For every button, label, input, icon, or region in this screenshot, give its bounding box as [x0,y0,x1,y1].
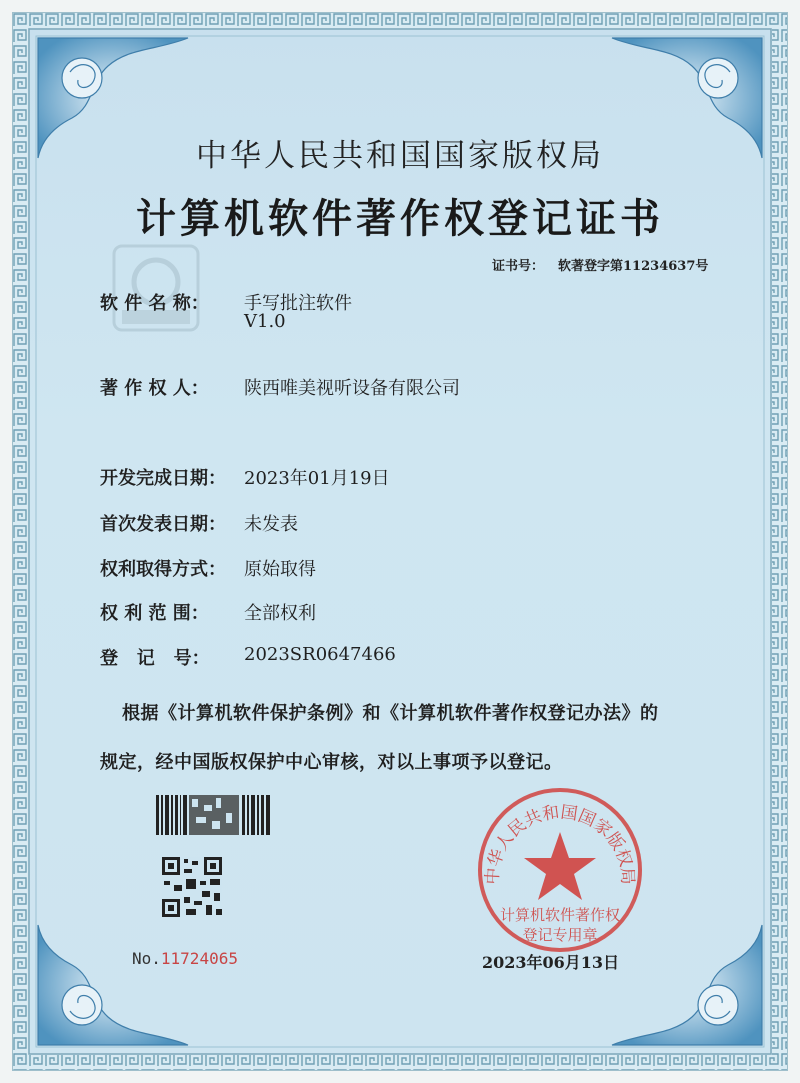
field-value-rights-scope: 全部权利 [244,603,316,624]
seal-line-2: 登记专用章 [522,926,598,944]
field-value-registration-number: 2023SR0647466 [244,644,396,665]
field-label-completion-date: 开发完成日期： [100,468,226,489]
serial-value: 11724065 [160,949,238,968]
qr-code-icon [162,857,222,917]
field-value-software-name: 手写批注软件 [244,293,352,314]
field-value-acquisition-method: 原始取得 [244,559,316,580]
field-label-software-name: 软 件 名 称： [100,293,209,314]
seal-ring-text: 中华人民共和国国家版权局 [482,802,638,886]
certificate-number-value: 软著登字第11234637号 [558,259,709,274]
field-label-publish-date: 首次发表日期： [100,514,226,535]
issuer-title: 中华人民共和国国家版权局 [196,138,604,174]
certificate-number [492,255,708,274]
field-value-copyright-owner: 陕西唯美视听设备有限公司 [244,378,460,399]
serial-prefix: No. [132,949,161,968]
statement-line-1: 根据《计算机软件保护条例》和《计算机软件著作权登记办法》的 [122,703,659,724]
field-label-acquisition-method: 权利取得方式： [100,559,226,580]
certificate [12,12,788,1071]
serial-number [132,949,238,968]
certificate-title: 计算机软件著作权登记证书 [136,195,664,242]
field-value-completion-date: 2023年01月19日 [244,468,390,489]
field-value-publish-date: 未发表 [244,514,298,535]
field-label-registration-number: 登 记 号： [100,648,210,669]
field-label-copyright-owner: 著 作 权 人： [100,378,209,399]
barcode-icon [156,795,272,835]
field-label-rights-scope: 权 利 范 围： [100,603,209,624]
issue-date: 2023年06月13日 [482,953,620,972]
certificate-number-label: 证书号： [492,259,545,274]
field-value-software-version: V1.0 [244,311,286,332]
official-seal-icon [470,780,650,960]
seal-line-1: 计算机软件著作权 [499,906,621,924]
statement-line-2: 规定，经中国版权保护中心审核，对以上事项予以登记。 [100,752,563,773]
